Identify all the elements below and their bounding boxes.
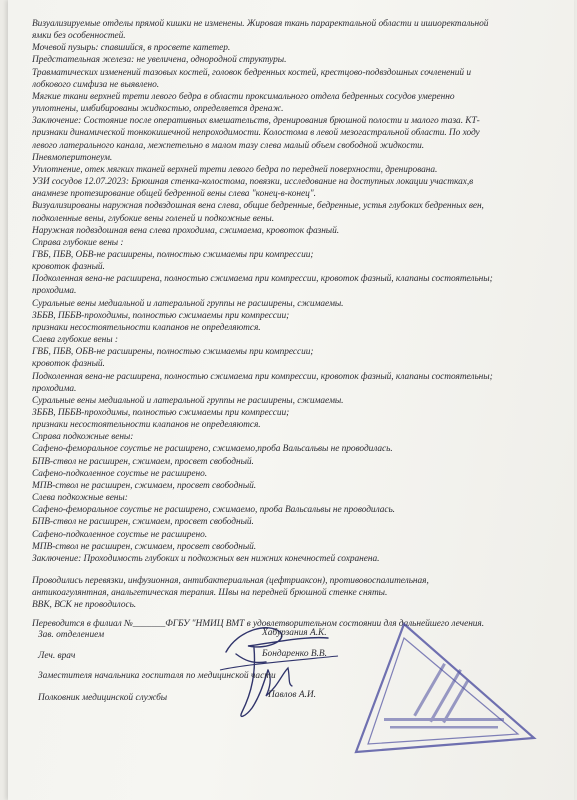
- text-line: ямки без особенностей.: [32, 31, 126, 42]
- therapy-line: Проводились перевязки, инфузионная, антибактериальная (цефтриаксон), противовоспалительная,: [32, 576, 429, 587]
- colonel-label: Полковник медицинской службы: [38, 693, 168, 703]
- text-line: кровоток фазный.: [32, 262, 105, 273]
- text-line: Слева глубокие вены :: [32, 335, 118, 346]
- text-line: проходима.: [32, 383, 77, 394]
- text-line: Подколенная вена-не расширена, полностью сжимаема при компрессии, кровоток фазный, клапаны состоятельны;: [32, 371, 493, 382]
- text-line: Визуализируемые отделы прямой кишки не изменены. Жировая ткань параректальной области и ишиоректальной: [32, 19, 489, 29]
- text-line: БПВ-ствол не расширен, сжимаем, просвет свободный.: [32, 517, 254, 528]
- text-line: МПВ-ствол не расширен, сжимаем, просвет свободный.: [32, 480, 257, 491]
- text-line: Сафено-подколенное соустье не расширено.: [32, 468, 208, 479]
- transfer-line: Переводится в филиал №_______ФГБУ "НМИЦ ВМТ в удовлетворительном состоянии для дальнейшего лечения.: [32, 618, 485, 629]
- text-line: ЗББВ, ПББВ-проходимы, полностью сжимаемы при компрессии;: [32, 310, 290, 321]
- text-line: ЗББВ, ПББВ-проходимы, полностью сжимаемы при компрессии;: [32, 408, 290, 418]
- doctor-name: Бондаренко В.В.: [262, 649, 327, 659]
- text-line: Предстательная железа: не увеличена, однородной структуры.: [32, 55, 287, 66]
- text-line: левого латерального канала, межпетельно в малом тазу слева малый объем свободной жидкости.: [32, 140, 425, 151]
- text-line: кровоток фазный.: [32, 359, 105, 370]
- text-line: Заключение: Состояние после оперативных вмешательств, дренирования брюшной полости и малого таза. КТ-: [32, 116, 480, 127]
- text-line: Подколенная вена-не расширена, полностью сжимаема при компрессии, кровоток фазный, клапаны состоятельны;: [32, 274, 493, 285]
- therapy-line: ВВК, ВСК не проводилось.: [32, 600, 137, 611]
- text-line: лобкового симфиза не выявлено.: [32, 79, 160, 90]
- text-line: Справа подкожные вены:: [32, 432, 134, 443]
- text-line: подколенные вены, глубокие вены голеней и подкожные вены.: [32, 213, 275, 224]
- text-line: Суральные вены медиальной и латеральной группы не расширены, сжимаемы.: [32, 395, 344, 406]
- text-line: ГВБ, ПБВ, ОБВ-не расширены, полностью сжимаемы при компрессии;: [32, 347, 314, 358]
- text-line: БПВ-ствол не расширен, сжимаем, просвет свободный.: [32, 456, 254, 467]
- text-line: Мочевой пузырь: спавшийся, в просвете катетер.: [32, 43, 231, 54]
- colonel-name: Павлов А.И.: [268, 690, 317, 700]
- text-line: признаки несостоятельности клапанов не определяются.: [32, 420, 261, 431]
- deputy-label: Заместителя начальника госпиталя по медицинской части: [38, 671, 276, 681]
- text-line: Визуализированы наружная подвздошная вена слева, общие бедренные, бедренные, устья глубоких бедренных вен,: [32, 201, 484, 212]
- text-line: Справа глубокие вены :: [32, 237, 124, 248]
- text-line: УЗИ сосудов 12.07.2023: Брюшная стенка-колостома, повязки, исследование на доступных локации участках,в: [32, 177, 474, 188]
- signatures-block: [38, 630, 558, 750]
- conclusion-line: Заключение: Проходимость глубоких и подкожных вен нижних конечностей сохранена.: [32, 553, 380, 564]
- head-label: Зав. отделением: [38, 630, 105, 640]
- text-line: Мягкие ткани верхней трети левого бедра в области проксимального отдела бедренных сосудов умеренно: [32, 91, 455, 102]
- text-line: Наружная подвздошная вена слева проходима, сжимаема, кровоток фазный.: [32, 225, 340, 236]
- head-name: Хабурзания А.К.: [262, 628, 327, 638]
- text-line: Травматических изменений тазовых костей, головок бедренных костей, крестцово-подвздошных сочленений и: [32, 67, 471, 78]
- text-line: проходима.: [32, 286, 77, 297]
- text-line: Уплотнение, отек мягких тканей верхней трети левого бедра по передней поверхности, дренирована.: [32, 164, 438, 175]
- therapy-line: антикоагулянтная, анальгетическая терапия. Швы на передней брюшной стенке сняты.: [32, 588, 388, 599]
- text-line: Пневмоперитонеум.: [32, 152, 113, 163]
- text-line: Сафено-подколенное соустье не расширено.: [32, 529, 208, 540]
- text-line: Сафено-феморальное соустье не расширено, сжимаемо,проба Вальсальвы не проводилась.: [32, 444, 393, 455]
- text-line: анамнезе протезирование общей бедренной вены слева "конец-в-конец".: [32, 189, 316, 200]
- doctor-label: Леч. врач: [38, 651, 76, 661]
- text-line: Суральные вены медиальной и латеральной группы не расширены, сжимаемы.: [32, 298, 344, 309]
- text-line: признаки несостоятельности клапанов не определяются.: [32, 322, 261, 333]
- text-line: МПВ-ствол не расширен, сжимаем, просвет свободный.: [32, 541, 257, 552]
- text-line: признаки динамической тонкокишечной непроходимости. Колостома в левой мезогастральной области. По ходу: [32, 128, 480, 139]
- document-page: [8, 0, 574, 800]
- text-line: Сафено-феморальное соустье не расширено, сжимаемо, проба Вальсальвы не проводилась.: [32, 505, 395, 516]
- text-line: Слева подкожные вены:: [32, 493, 128, 504]
- text-line: ГВБ, ПБВ, ОБВ-не расширены, полностью сжимаемы при компрессии;: [32, 249, 314, 260]
- report-body: [32, 18, 567, 630]
- text-line: уплотнены, имбибированы жидкостью, определяется дренаж.: [32, 104, 284, 115]
